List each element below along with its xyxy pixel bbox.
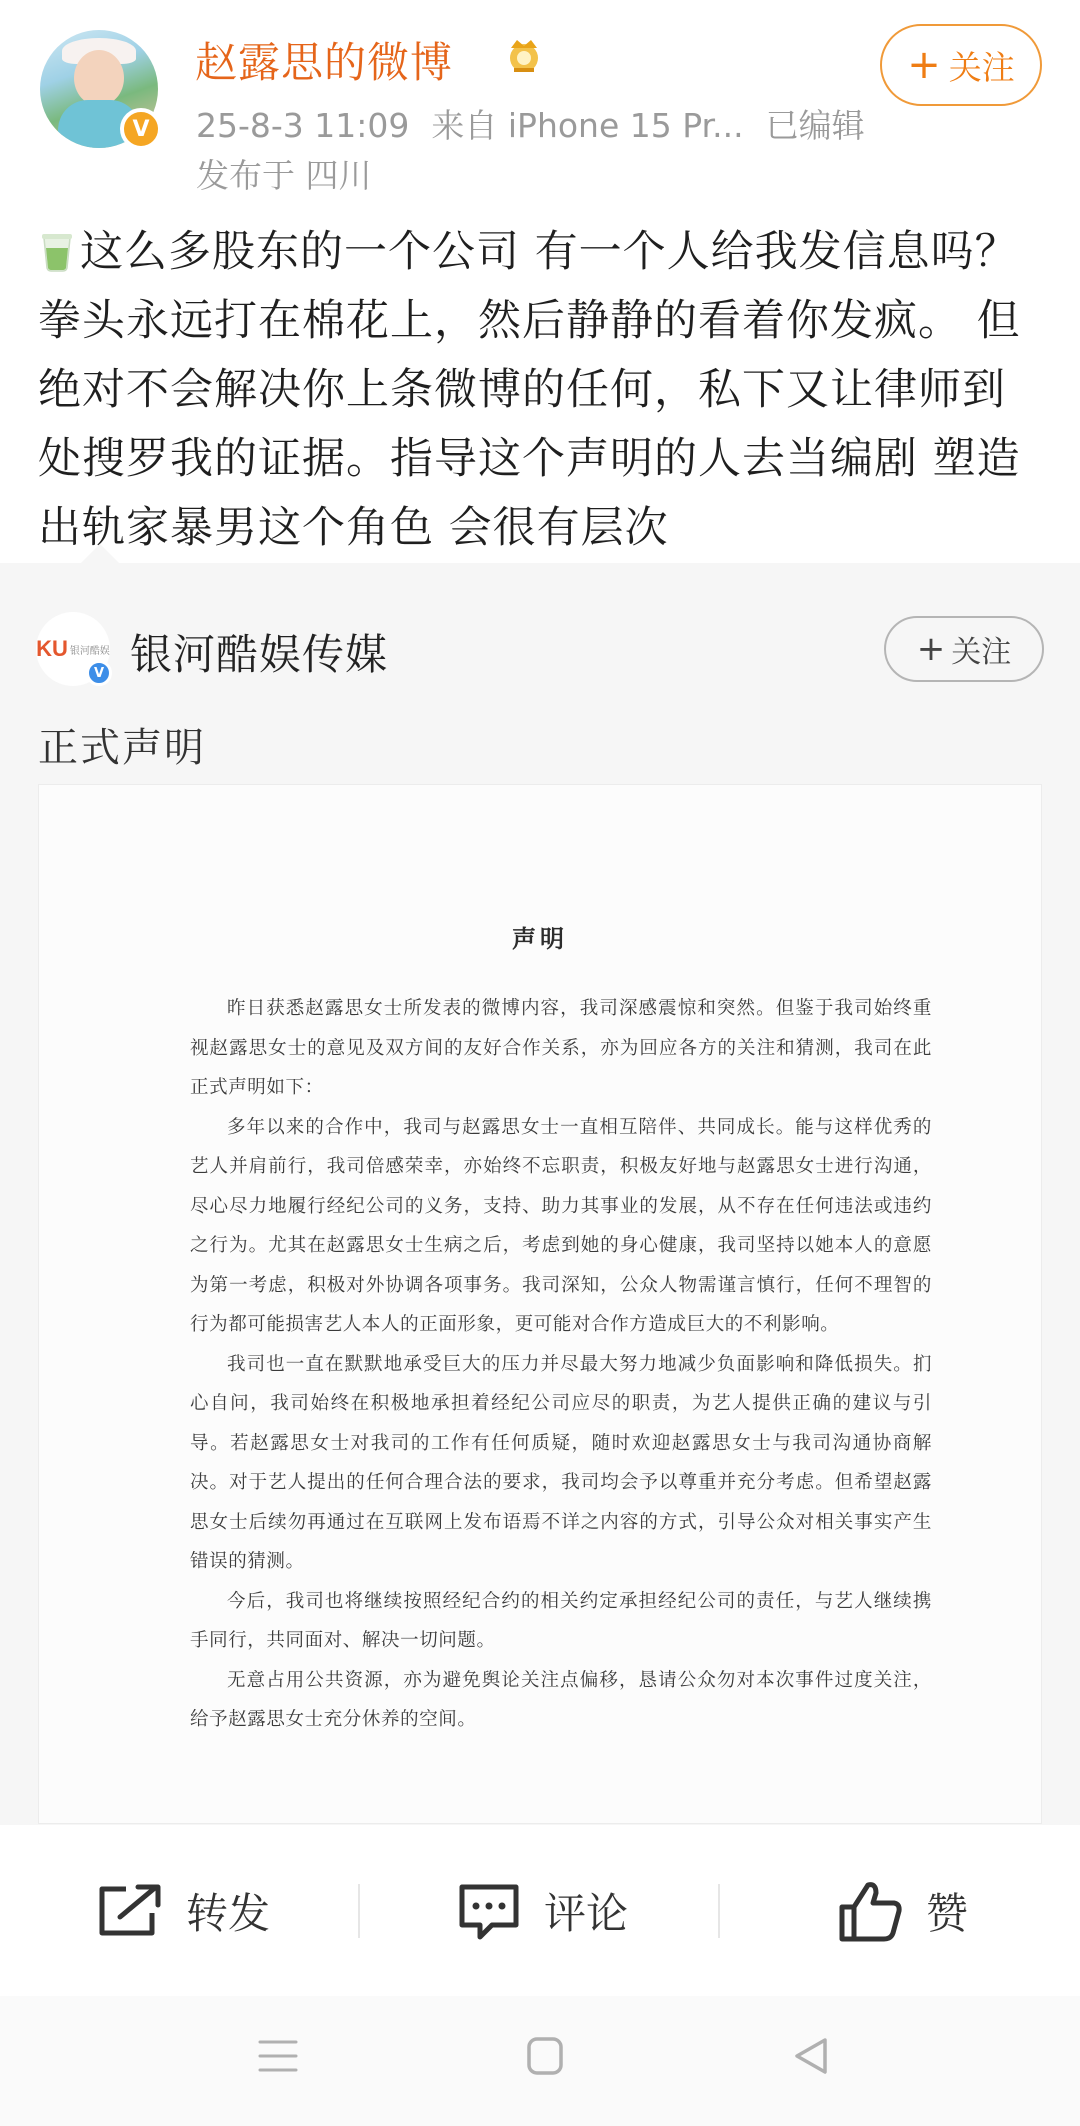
system-nav-bar	[0, 1996, 1080, 2126]
comment-icon	[456, 1881, 522, 1941]
like-label: 赞	[926, 1889, 969, 1938]
statement-paragraph: 多年以来的合作中，我司与赵露思女士一直相互陪伴、共同成长。能与这样优秀的艺人并肩前行，我司倍感荣幸，亦始终不忘职责，积极友好地与赵露思女士进行沟通，尽心尽力地履行经纪公司的义务，支持、助力其事业的发展，从不存在任何违法或违约之行为。尤其在赵露思女士生病之后，考虑到她的身心健康，我司坚持以她本人的意愿为第一考虑，积极对外协调各项事务。我司深知，公众人物需谨言慎行，任何不理智的行为都可能损害艺人本人的正面形象，更可能对合作方造成巨大的不利影响。	[190, 1116, 932, 1335]
post-source: 来自 iPhone 15 Pr...	[431, 106, 744, 145]
statement-paragraph: 今后，我司也将继续按照经纪合约的相关约定承担经纪公司的责任，与艺人继续携手同行，共同面对、解决一切问题。	[190, 1590, 932, 1651]
verified-icon: V	[120, 108, 162, 150]
like-button[interactable]	[838, 1826, 968, 1996]
org-logo-text: KU	[36, 636, 68, 661]
post-location: 发布于 四川	[196, 156, 372, 195]
statement-image[interactable]	[38, 784, 1042, 1824]
plus-icon: +	[907, 42, 941, 88]
repost-button[interactable]	[96, 1826, 270, 1996]
author-name[interactable]: 赵露思的微博	[195, 38, 454, 87]
follow-label: 关注	[948, 47, 1015, 87]
statement-paragraph: 昨日获悉赵露思女士所发表的微博内容，我司深感震惊和突然。但鉴于我司始终重视赵露思女士的意见及双方间的友好合作关系，亦为回应各方的关注和猜测，我司在此正式声明如下：	[190, 998, 932, 1098]
tea-emoji-icon	[38, 230, 76, 272]
comment-button[interactable]	[456, 1826, 628, 1996]
statement-paragraph: 无意占用公共资源，亦为避免舆论关注点偏移，恳请公众勿对本次事件过度关注，给予赵露思女士充分休养的空间。	[190, 1669, 932, 1730]
share-icon	[96, 1883, 164, 1939]
post-body	[38, 218, 1048, 563]
verified-icon: V	[86, 660, 112, 686]
thumbs-up-icon	[838, 1879, 904, 1943]
plus-icon: +	[916, 629, 946, 669]
org-name[interactable]: 银河酷娱传媒	[130, 630, 389, 679]
divider	[718, 1884, 720, 1938]
comment-label: 评论	[544, 1889, 629, 1938]
statement-body	[190, 989, 932, 1740]
follow-button[interactable]	[880, 24, 1042, 106]
post-date: 25-8-3 11:09	[196, 106, 410, 145]
post-meta	[196, 100, 887, 147]
divider	[358, 1884, 360, 1938]
org-follow-button[interactable]	[884, 616, 1044, 682]
repost-label: 转发	[186, 1889, 271, 1938]
repost-text: 正式声明	[38, 725, 206, 771]
org-follow-label: 关注	[951, 635, 1012, 670]
statement-title: 声明	[512, 924, 568, 953]
repost-pointer	[80, 544, 120, 564]
statement-paragraph: 我司也一直在默默地承受巨大的压力并尽最大努力地减少负面影响和降低损失。扪心自问，我司始终在积极地承担着经纪公司应尽的职责，为艺人提供正确的建议与引导。若赵露思女士对我司的工作有任何质疑，随时欢迎赵露思女士与我司沟通协商解决。对于艺人提出的任何合理合法的要求，我司均会予以尊重并充分考虑。但希望赵露思女士后续勿再通过在互联网上发布语焉不详之内容的方式，引导公众对相关事实产生错误的猜测。	[190, 1353, 932, 1572]
post-text: 这么多股东的一个公司 有一个人给我发信息吗？ 拳头永远打在棉花上，然后静静的看着你发疯。 但绝对不会解决你上条微博的任何，私下又让律师到处搜罗我的证据。指导这个声明的人去当编剧 塑造出轨家暴男这个角色 会很有层次	[38, 227, 1021, 553]
crown-badge-icon[interactable]	[505, 34, 543, 74]
menu-nav-icon[interactable]	[258, 2038, 298, 2074]
home-nav-icon[interactable]	[526, 2036, 564, 2076]
org-logo-subtext: 银河酷娱	[69, 645, 110, 657]
edited-badge: 已编辑	[765, 106, 865, 145]
back-nav-icon[interactable]	[792, 2036, 830, 2076]
action-bar	[0, 1826, 1080, 1996]
